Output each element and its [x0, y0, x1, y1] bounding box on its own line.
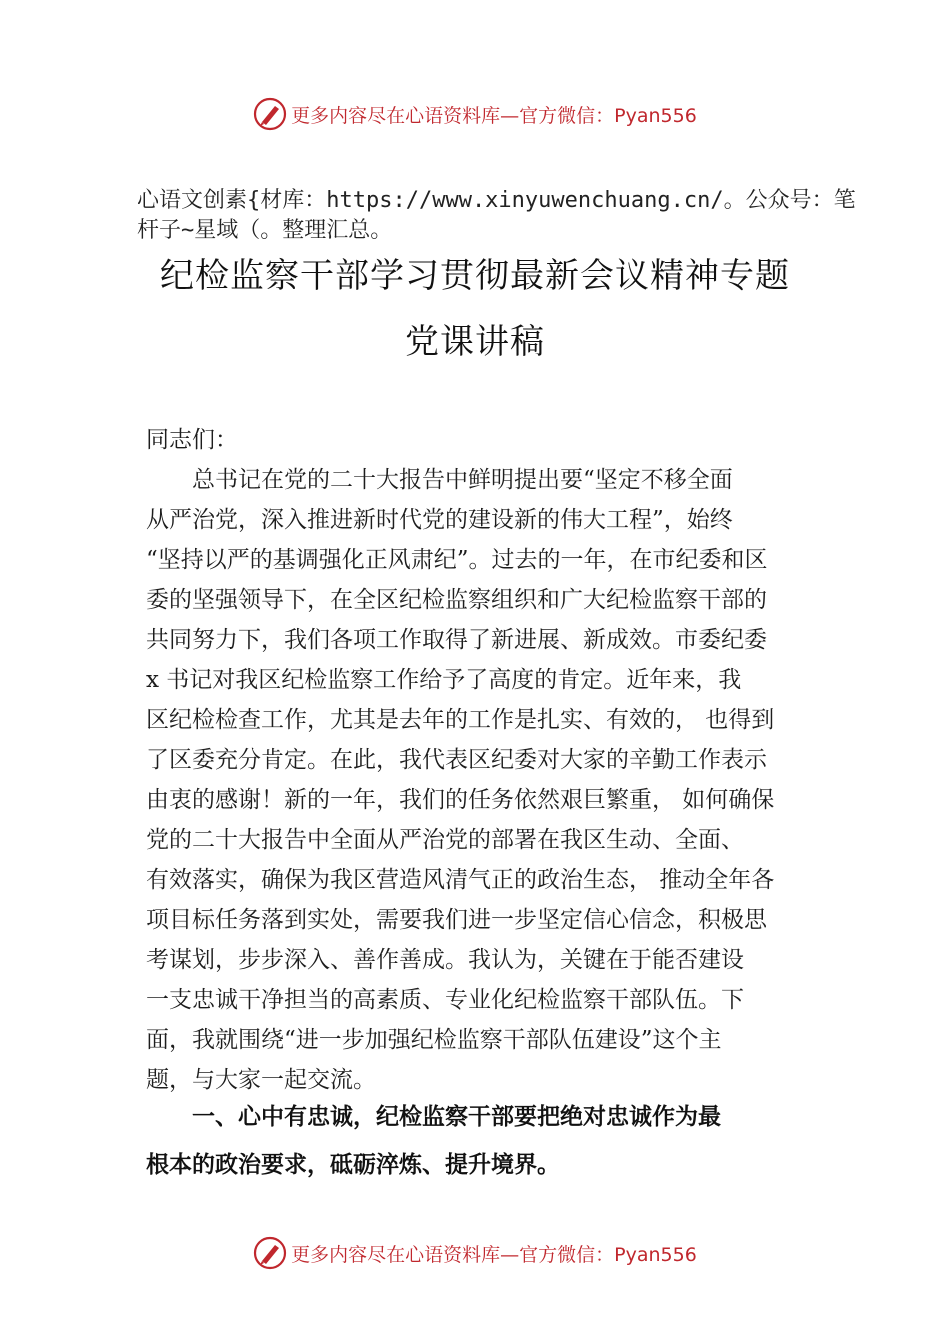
- body-line: 项目标任务落到实处，需要我们进一步坚定信心信念，积极思: [146, 907, 767, 933]
- document-title-line-2: 党课讲稿: [405, 322, 545, 362]
- body-line: 考谋划，步步深入、善作善成。我认为，关键在于能否建设: [146, 947, 744, 973]
- section-heading: [146, 1093, 816, 1189]
- body-line: 题，与大家一起交流。: [146, 1067, 376, 1093]
- banner-text: 更多内容尽在心语资料库—官方微信：Pyan556: [291, 104, 697, 127]
- body-line: 了区委充分肯定。在此，我代表区纪委对大家的辛勤工作表示: [146, 747, 767, 773]
- body-line: “坚持以严的基调强化正风肃纪”。过去的一年，在市纪委和区: [146, 547, 768, 573]
- body-line: 有效落实，确保为我区营造风清气正的政治生态， 推动全年各: [146, 867, 775, 893]
- body-line: 从严治党，深入推进新时代党的建设新的伟大工程”，始终: [146, 507, 733, 533]
- section-heading-line: 一、心中有忠诚，纪检监察干部要把绝对忠诚作为最: [146, 1104, 721, 1130]
- banner-text: 更多内容尽在心语资料库—官方微信：Pyan556: [291, 1243, 697, 1266]
- body-line: 区纪检检查工作，尤其是去年的工作是扎实、有效的， 也得到: [146, 707, 775, 733]
- body-line: 一支忠诚干净担当的高素质、专业化纪检监察干部队伍。下: [146, 987, 744, 1013]
- body-line: 总书记在党的二十大报告中鲜明提出要“坚定不移全面: [146, 467, 733, 493]
- body-line: 委的坚强领导下，在全区纪检监察组织和广大纪检监察干部的: [146, 587, 767, 613]
- body-line: 由衷的感谢！新的一年，我们的任务依然艰巨繁重， 如何确保: [146, 787, 775, 813]
- wechat-id: Pyan556: [614, 104, 697, 127]
- footer-watermark-banner: [0, 1233, 950, 1273]
- body-line: 党的二十大报告中全面从严治党的部署在我区生动、全面、: [146, 827, 744, 853]
- pen-logo-icon: [253, 1236, 287, 1270]
- salutation: 同志们：: [146, 427, 238, 453]
- header-watermark-banner: [0, 94, 950, 134]
- document-title-line-1: 纪检监察干部学习贯彻最新会议精神专题: [160, 256, 790, 296]
- body-paragraph: [146, 420, 816, 1100]
- body-line: x 书记对我区纪检监察工作给予了高度的肯定。近年来，我: [146, 667, 742, 693]
- source-line: 心语文创素{材库：https://www.xinyuwenchuang.cn/。公众号：笔杆子~星域（。整理汇总。: [137, 188, 856, 243]
- pen-logo-icon: [253, 97, 287, 131]
- body-line: 共同努力下，我们各项工作取得了新进展、新成效。市委纪委: [146, 627, 767, 653]
- wechat-id: Pyan556: [614, 1243, 697, 1266]
- section-heading-line: 根本的政治要求，砥砺淬炼、提升境界。: [146, 1152, 560, 1178]
- body-line: 面，我就围绕“进一步加强纪检监察干部队伍建设”这个主: [146, 1027, 722, 1053]
